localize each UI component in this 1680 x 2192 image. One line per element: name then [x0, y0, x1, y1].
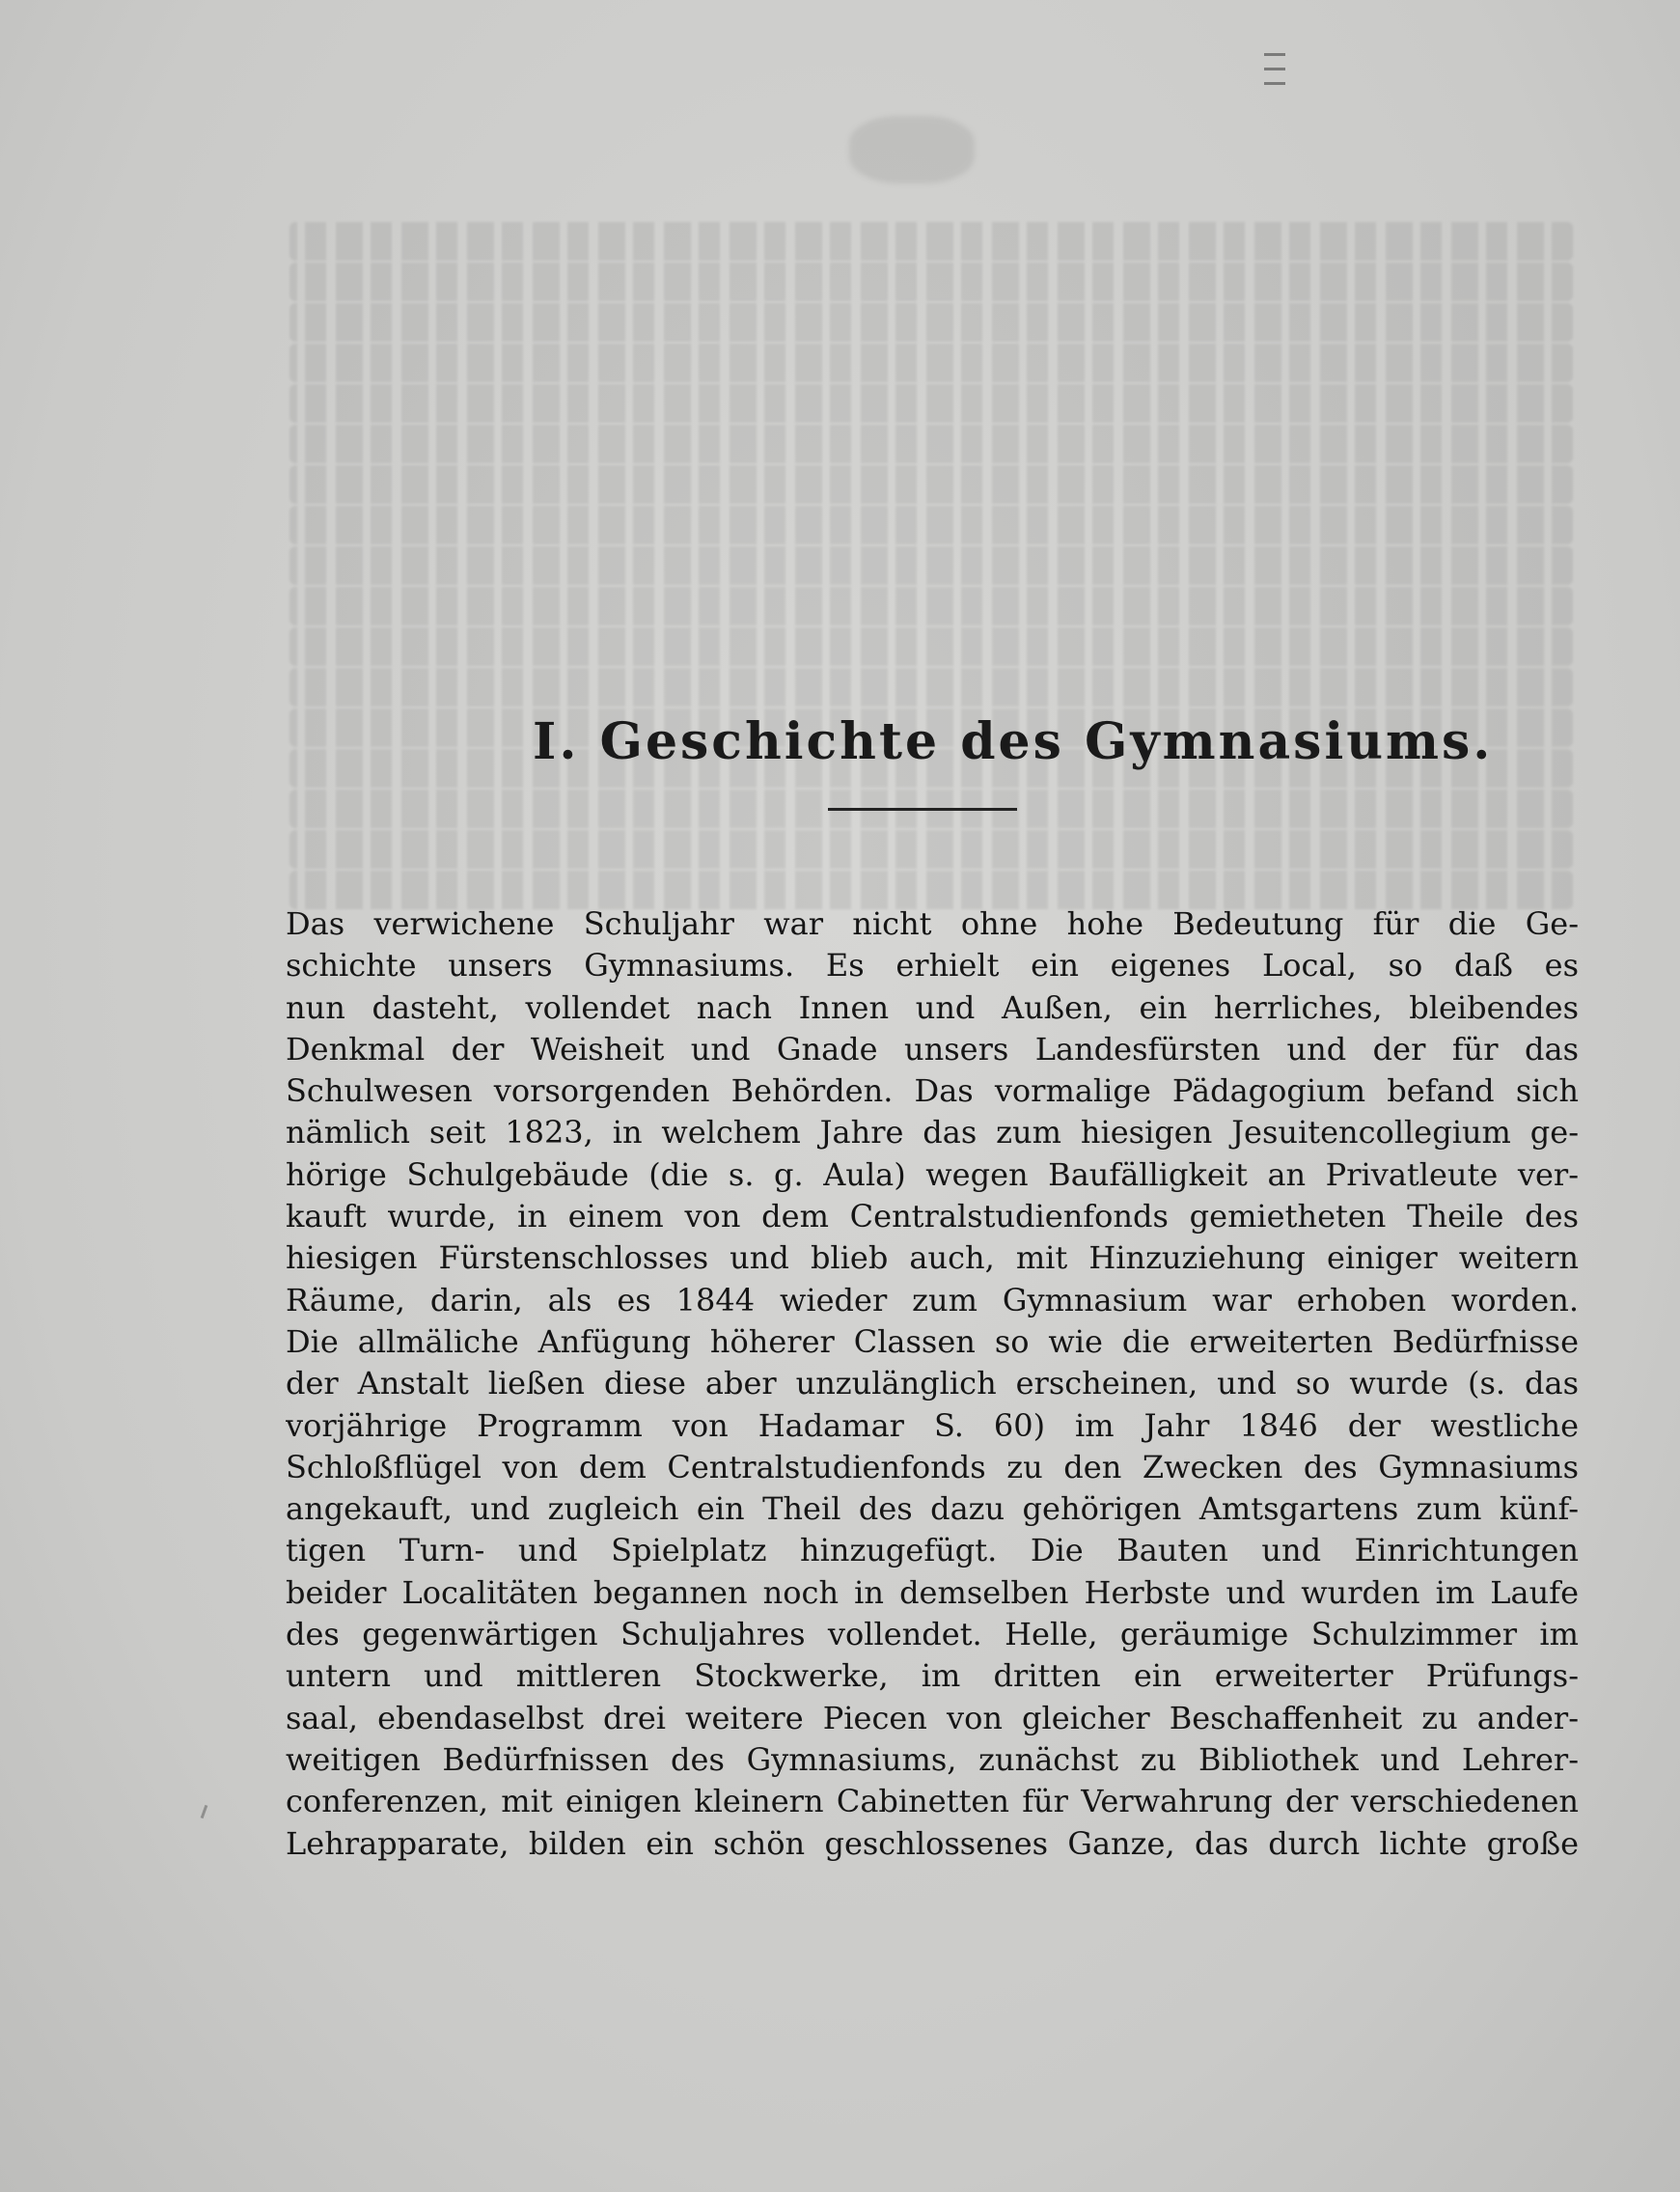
text-line: untern und mittleren Stockwerke, im dritten ein erweiterter Prüfungs-	[286, 1657, 1579, 1695]
text-line: Lehrapparate, bilden ein schön geschlossenes Ganze, das durch lichte große	[286, 1824, 1579, 1862]
section-heading: I. Geschichte des Gymnasiums.	[533, 712, 1494, 771]
text-line: Die allmäliche Anfügung höherer Classen so wie die erweiterten Bedürfnisse	[286, 1322, 1579, 1360]
heading-divider	[828, 808, 1017, 811]
bleed-through-ornament	[849, 116, 975, 183]
text-line: weitigen Bedürfnissen des Gymnasiums, zunächst zu Bibliothek und Lehrer-	[286, 1740, 1579, 1778]
text-line: Das verwichene Schuljahr war nicht ohne hohe Bedeutung für die Ge-	[286, 905, 1579, 942]
text-line: beider Localitäten begannen noch in demselben Herbste und wurden im Laufe	[286, 1573, 1579, 1611]
page-edge-marks	[1264, 53, 1285, 101]
text-line: Denkmal der Weisheit und Gnade unsers Landesfürsten und der für das	[286, 1030, 1579, 1068]
text-line: hiesigen Fürstenschlosses und blieb auch, mit Hinzuziehung einiger weitern	[286, 1239, 1579, 1277]
text-line: nun dasteht, vollendet nach Innen und Außen, ein herrliches, bleibendes	[286, 988, 1579, 1026]
bleed-through-text	[289, 222, 1573, 917]
margin-mark	[201, 1805, 208, 1818]
text-line: vorjährige Programm von Hadamar S. 60) im Jahr 1846 der westliche	[286, 1406, 1579, 1444]
text-line: hörige Schulgebäude (die s. g. Aula) wegen Baufälligkeit an Privatleute ver-	[286, 1155, 1579, 1193]
text-line: angekauft, und zugleich ein Theil des dazu gehörigen Amtsgartens zum künf-	[286, 1490, 1579, 1528]
text-line: des gegenwärtigen Schuljahres vollendet. Helle, geräumige Schulzimmer im	[286, 1616, 1579, 1653]
text-line: tigen Turn- und Spielplatz hinzugefügt. Die Bauten und Einrichtungen	[286, 1532, 1579, 1569]
text-line: Räume, darin, als es 1844 wieder zum Gymnasium war erhoben worden.	[286, 1281, 1579, 1318]
text-line: nämlich seit 1823, in welchem Jahre das zum hiesigen Jesuitencollegium ge-	[286, 1114, 1579, 1151]
text-line: Schloßflügel von dem Centralstudienfonds zu den Zwecken des Gymnasiums	[286, 1448, 1579, 1485]
body-paragraph	[286, 903, 1579, 1865]
text-line: der Anstalt ließen diese aber unzulänglich erscheinen, und so wurde (s. das	[286, 1365, 1579, 1402]
text-line: schichte unsers Gymnasiums. Es erhielt ein eigenes Local, so daß es	[286, 947, 1579, 985]
text-line: Schulwesen vorsorgenden Behörden. Das vormalige Pädagogium befand sich	[286, 1072, 1579, 1110]
text-line: conferenzen, mit einigen kleinern Cabinetten für Verwahrung der verschiedenen	[286, 1783, 1579, 1820]
text-line: kauft wurde, in einem von dem Centralstudienfonds gemietheten Theile des	[286, 1198, 1579, 1235]
text-line: saal, ebendaselbst drei weitere Piecen von gleicher Beschaffenheit zu ander-	[286, 1699, 1579, 1736]
